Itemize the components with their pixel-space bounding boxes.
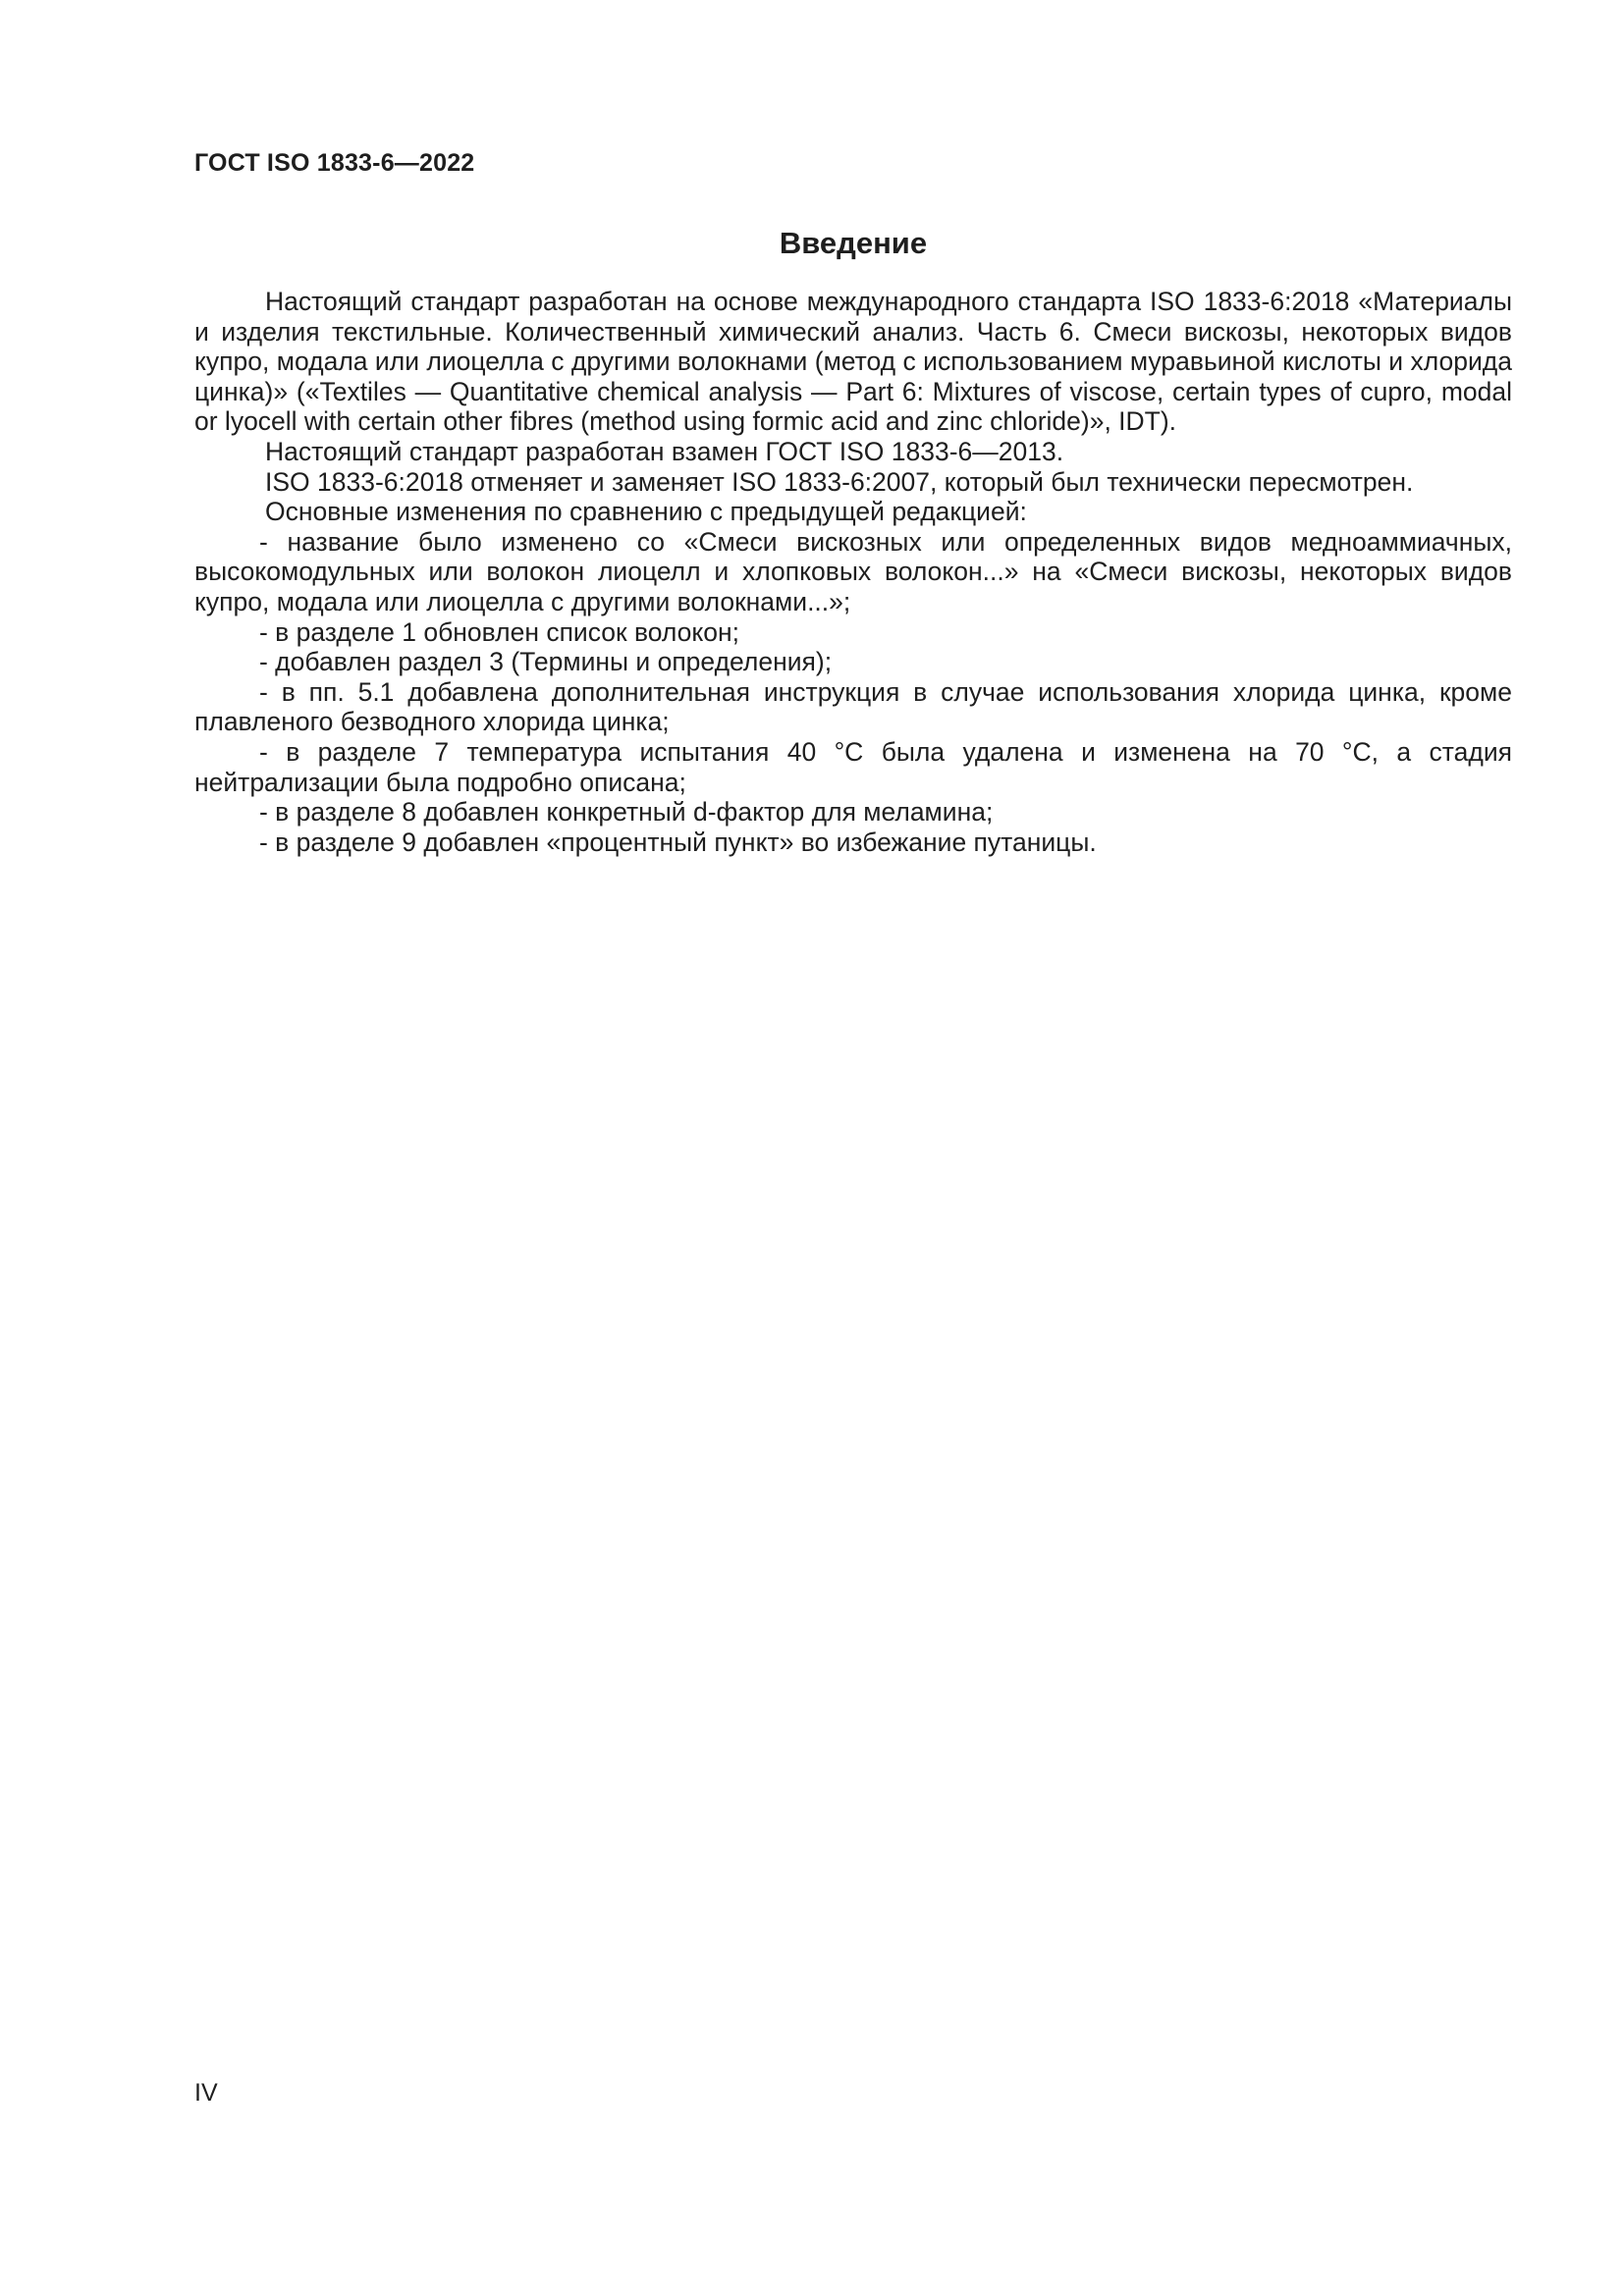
- change-item: - название было изменено со «Смеси вискозных или определенных видов медноаммиачных, высокомодульных или волокон лиоцелл и хлопковых волокон...» на «Смеси вискозы, некоторых видов купро, модала или лиоцелла с другими волокнами...»;: [194, 526, 1512, 616]
- change-item: - в пп. 5.1 добавлена дополнительная инструкция в случае использования хлорида цинка, кроме плавленого безводного хлорида цинка;: [194, 676, 1512, 737]
- document-code: ГОСТ ISO 1833-6—2022: [194, 149, 475, 177]
- change-item: - добавлен раздел 3 (Термины и определения);: [259, 647, 833, 677]
- introduction-body: [194, 287, 1512, 857]
- paragraph-iso-revision: ISO 1833-6:2018 отменяет и заменяет ISO 1833-6:2007, который был технически пересмотрен.: [265, 466, 1414, 497]
- paragraph-changes-intro: Основные изменения по сравнению с предыдущей редакцией:: [265, 497, 1027, 527]
- paragraph-basis: Настоящий стандарт разработан на основе международного стандарта ISO 1833-6:2018 «Материалы и изделия текстильные. Количественный химический анализ. Часть 6. Смеси вискозы, некоторых видов купро, модала или лиоцелла с другими волокнами (метод с использованием муравьиной кислоты и хлорида цинка)» («Textiles — Quantitative chemical analysis — Part 6: Mixtures of viscose, certain types of cupro, modal or lyocell with certain other fibres (method using formic acid and zinc chloride)», IDT).: [194, 287, 1512, 437]
- change-item: - в разделе 9 добавлен «процентный пункт» во избежание путаницы.: [259, 827, 1097, 857]
- change-item: - в разделе 8 добавлен конкретный d-фактор для меламина;: [259, 797, 994, 828]
- page-number: IV: [194, 2079, 218, 2107]
- change-item: - в разделе 1 обновлен список волокон;: [259, 616, 740, 647]
- change-item: - в разделе 7 температура испытания 40 °С была удалена и изменена на 70 °С, а стадия нейтрализации была подробно описана;: [194, 736, 1512, 797]
- paragraph-replaces: Настоящий стандарт разработан взамен ГОСТ ISO 1833-6—2013.: [265, 436, 1064, 466]
- section-title: Введение: [779, 226, 928, 260]
